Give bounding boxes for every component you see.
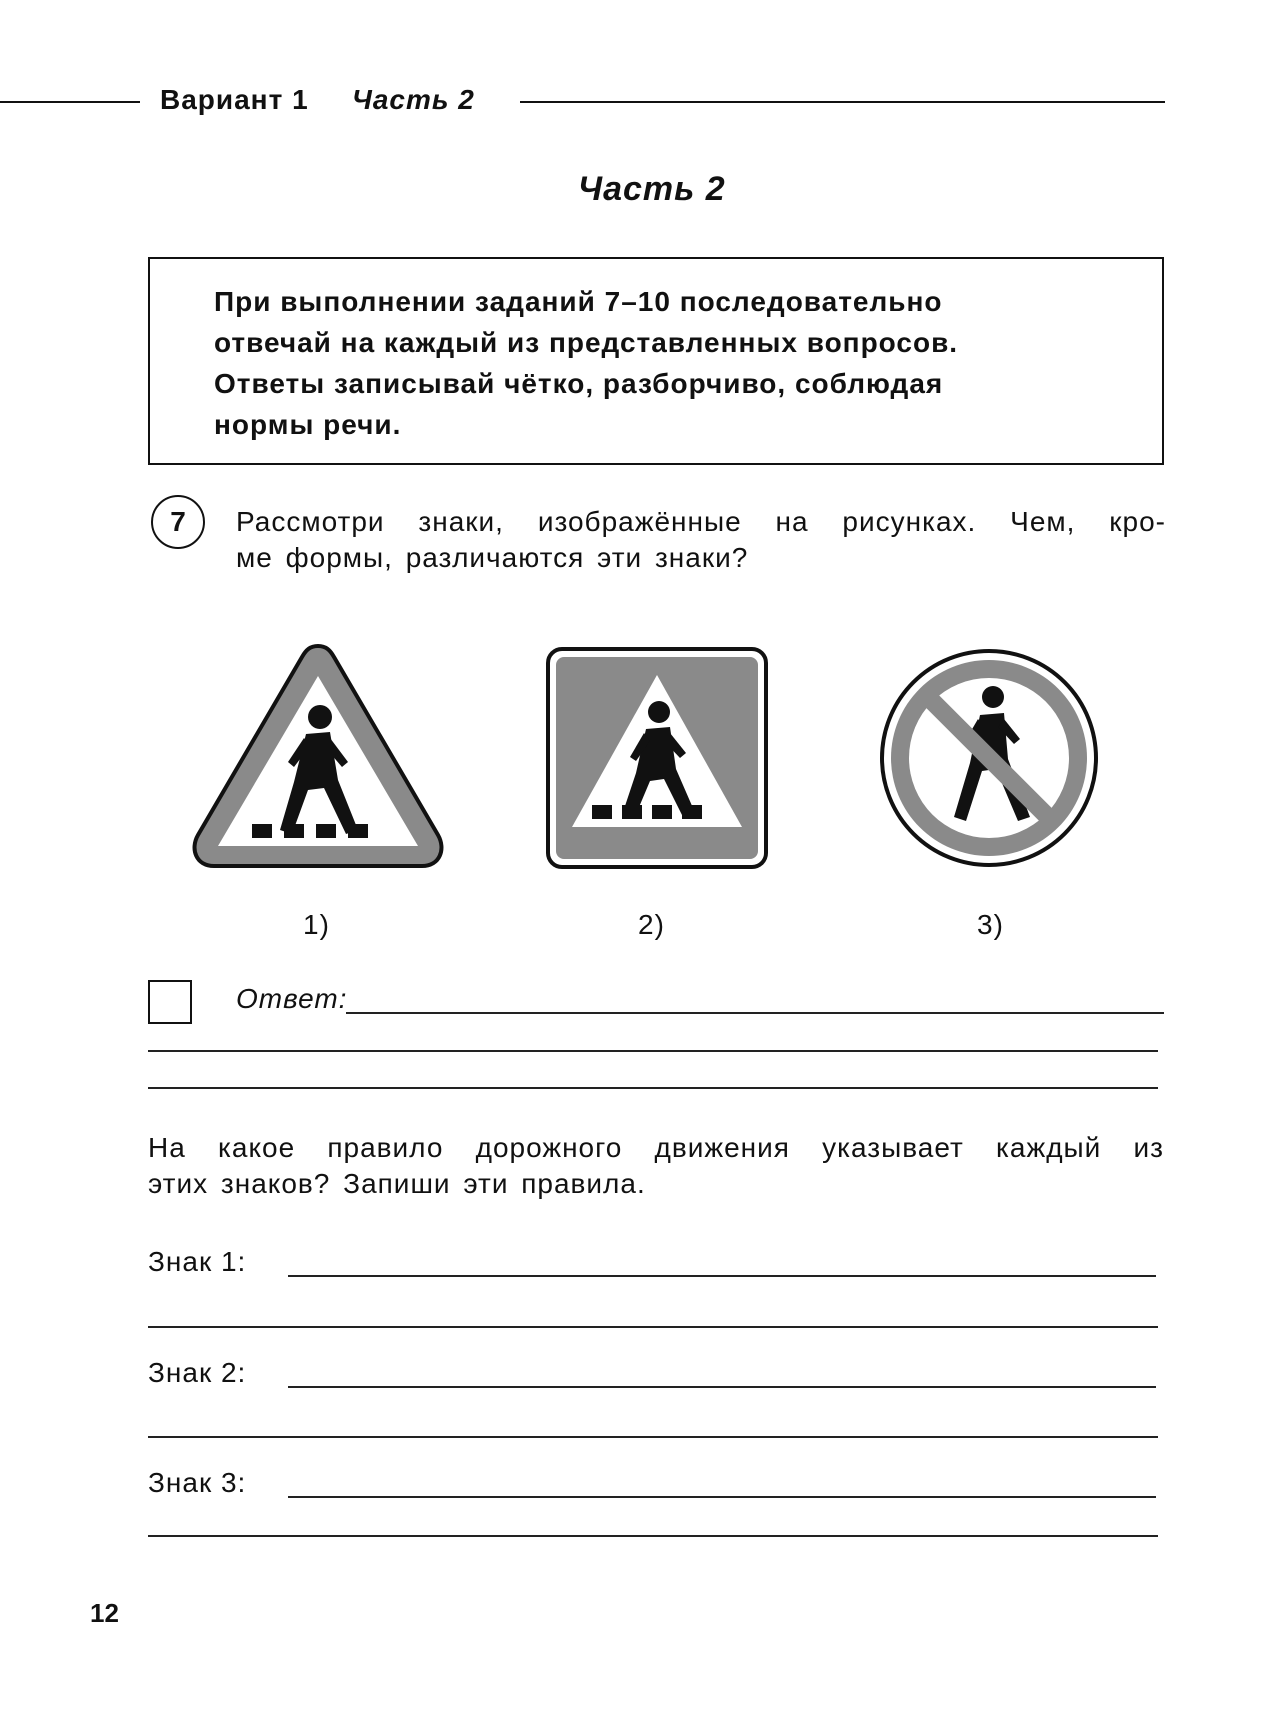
sign-answer-line[interactable]	[148, 1436, 1158, 1438]
header-variant: Вариант 1	[160, 84, 309, 115]
part-title: Часть 2	[578, 170, 726, 208]
pedestrian-crossing-square-sign-icon	[546, 647, 768, 869]
answer-line[interactable]	[148, 1087, 1158, 1089]
sign-answer-label-3: Знак 3:	[148, 1467, 247, 1498]
header-rule-right	[520, 101, 1165, 103]
question-line: ме формы, различаются эти знаки?	[236, 542, 749, 573]
sign-answer-line[interactable]	[288, 1275, 1156, 1277]
followup-line: этих знаков? Запиши эти правила.	[148, 1168, 646, 1199]
answer-line[interactable]	[148, 1050, 1158, 1052]
answer-label: Ответ:	[236, 983, 348, 1014]
pedestrian-crossing-warning-triangle-icon	[190, 640, 446, 874]
sign-answer-line[interactable]	[288, 1386, 1156, 1388]
followup-question	[148, 1130, 1164, 1202]
answer-checkbox[interactable]	[148, 980, 192, 1024]
sign-answer-line[interactable]	[148, 1535, 1158, 1537]
sign-answer-line[interactable]	[148, 1326, 1158, 1328]
sign-answer-label-2: Знак 2:	[148, 1357, 247, 1388]
instructions-line: При выполнении заданий 7–10 последовательно	[214, 286, 943, 317]
sign-answer-line[interactable]	[288, 1496, 1156, 1498]
no-pedestrians-sign-icon	[878, 647, 1100, 869]
instructions-box	[148, 257, 1164, 465]
page-number: 12	[90, 1598, 119, 1628]
task-number-badge: 7	[151, 495, 205, 549]
instructions-line: Ответы записывай чётко, разборчиво, соблюдая	[214, 368, 944, 399]
sign-label-3: 3)	[977, 909, 1004, 940]
instructions-text	[214, 281, 958, 445]
header-part: Часть 2	[352, 84, 475, 115]
sign-label-1: 1)	[303, 909, 330, 940]
task-question	[236, 504, 1166, 576]
sign-label-2: 2)	[638, 909, 665, 940]
answer-line[interactable]	[346, 1012, 1164, 1014]
instructions-line: нормы речи.	[214, 409, 402, 440]
question-line: Рассмотри знаки, изображённые на рисунках. Чем, кро-	[236, 506, 1166, 537]
header-rule-left	[0, 101, 140, 103]
sign-answer-label-1: Знак 1:	[148, 1246, 247, 1277]
followup-line: На какое правило дорожного движения указывает каждый из	[148, 1132, 1164, 1163]
instructions-line: отвечай на каждый из представленных вопросов.	[214, 327, 959, 358]
